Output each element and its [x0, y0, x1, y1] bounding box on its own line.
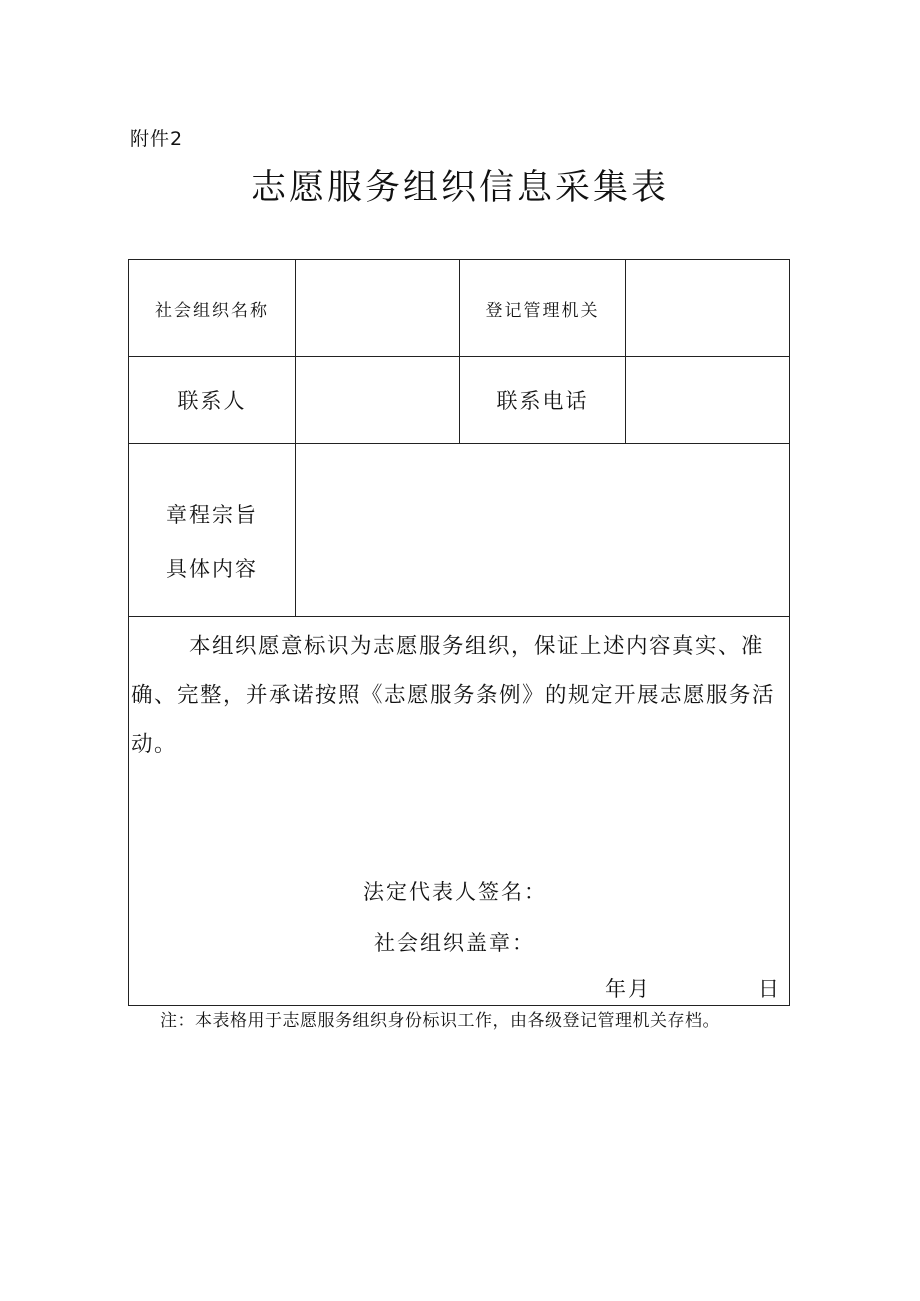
legal-rep-signature-label: 法定代表人签名： [363, 880, 547, 904]
charter-purpose-label [129, 488, 295, 596]
commitment-statement: 本组织愿意标识为志愿服务组织，保证上述内容真实、准确、完整，并承诺按照《志愿服务条例》的规定开展志愿服务活动。 [131, 634, 776, 757]
phone-field[interactable] [626, 357, 789, 443]
registration-authority-label: 登记管理机关 [485, 300, 600, 321]
date-day: 日 [758, 977, 781, 1001]
org-name-label: 社会组织名称 [155, 300, 269, 321]
attachment-label: 附件2 [130, 128, 184, 150]
org-name-field[interactable] [296, 260, 459, 356]
info-form-table [128, 259, 790, 1006]
charter-purpose-field[interactable] [296, 444, 789, 616]
row-divider [129, 616, 789, 617]
org-seal-label: 社会组织盖章： [374, 931, 535, 955]
charter-purpose-label-line1: 章程宗旨 [166, 503, 258, 527]
phone-label: 联系电话 [496, 389, 589, 413]
date-year-month: 年月 [605, 977, 651, 1001]
contact-person-field[interactable] [296, 357, 459, 443]
registration-authority-field[interactable] [626, 260, 789, 356]
page-title: 志愿服务组织信息采集表 [250, 168, 669, 208]
contact-person-label: 联系人 [177, 389, 247, 413]
charter-purpose-label-line2: 具体内容 [166, 557, 258, 581]
footer-note: 注：本表格用于志愿服务组织身份标识工作，由各级登记管理机关存档。 [160, 1011, 720, 1031]
